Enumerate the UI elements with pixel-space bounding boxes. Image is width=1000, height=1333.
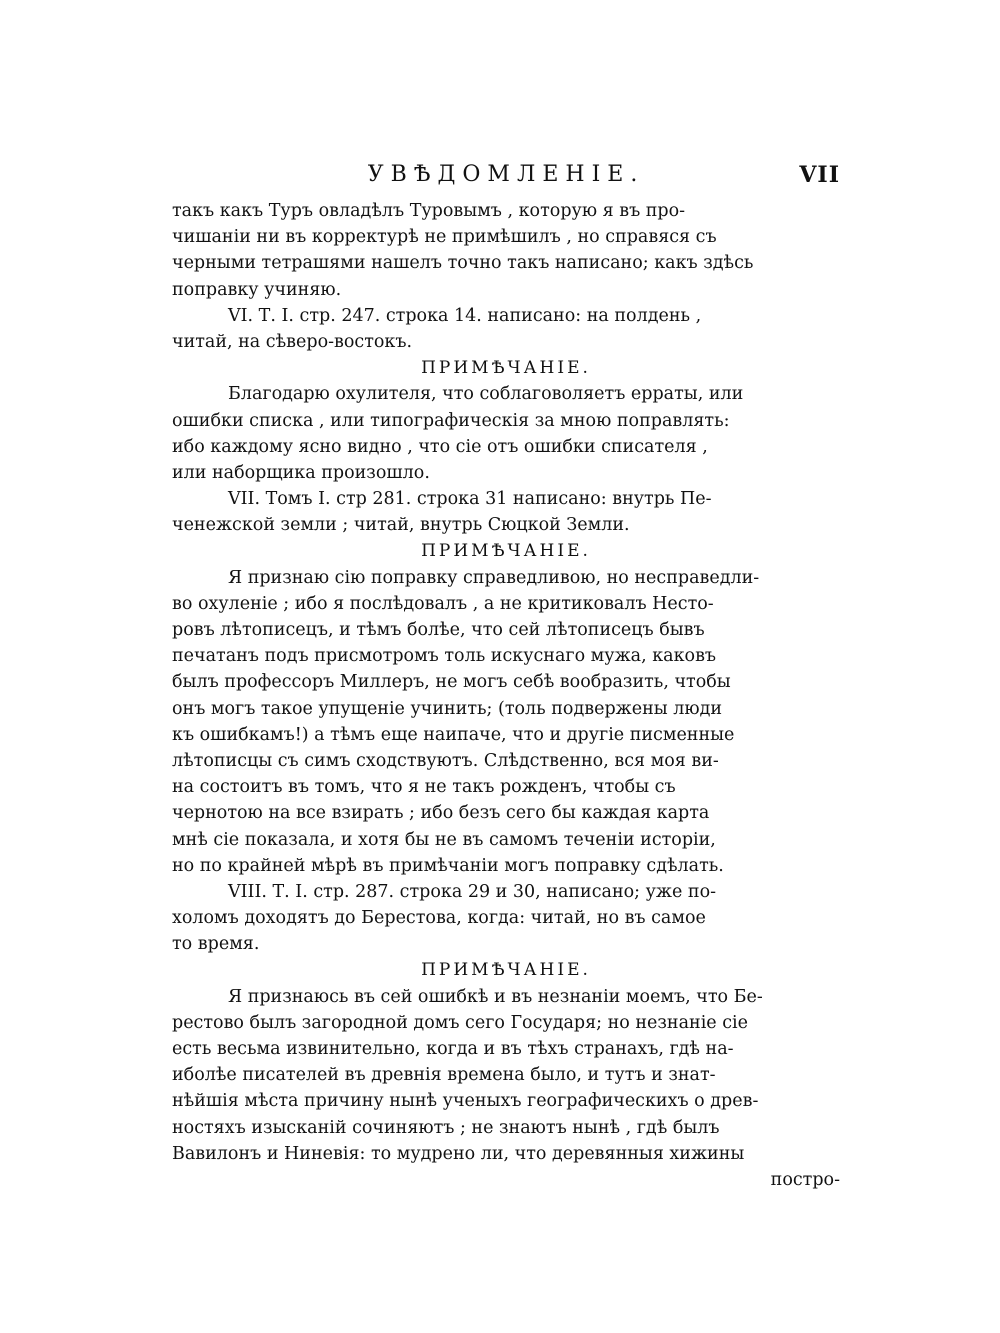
text-line: былъ профессоръ Миллеръ, не могъ себѣ вообразить, чтобы (172, 672, 731, 693)
text-line: во охуленіе ; ибо я послѣдовалъ , а не критиковалъ Несто- (172, 593, 714, 614)
text-line: ностяхъ изысканій сочиняютъ ; не знаютъ нынѣ , гдѣ былъ (172, 1117, 720, 1138)
text-line: ченежской земли ; читай, внутрь Сюцкой Земли. (172, 515, 630, 536)
note-paragraph (172, 984, 840, 1167)
text-line: поправку учиняю. (172, 279, 342, 300)
page-number: VII (799, 162, 840, 188)
text-line: то время. (172, 934, 260, 955)
section-heading: ПРИМѢЧАНІЕ. (421, 960, 591, 981)
running-head (172, 158, 840, 198)
text-line: мнѣ сіе показала, и хотя бы не въ самомъ теченіи исторіи, (172, 829, 716, 850)
text-line: иболѣе писателей въ древнія времена было, и тутъ и знат- (172, 1065, 716, 1086)
text-line: печатанъ подъ присмотромъ толь искуснаго мужа, каковъ (172, 646, 717, 667)
text-line: на состоитъ въ томъ, что я не такъ рожденъ, чтобы съ (172, 777, 676, 798)
text-line: къ ошибкамъ!) а тѣмъ еще наипаче, что и другіе писменные (172, 724, 735, 745)
body-text (172, 198, 840, 1193)
text-line: ошибки списка , или типографическія за мною поправлять: (172, 410, 730, 431)
text-line: VIII. Т. I. стр. 287. строка 29 и 30, написано; уже по- (228, 881, 717, 902)
text-line: Вавилонъ и Ниневія: то мудрено ли, что деревянныя хижины (172, 1143, 745, 1164)
text-line: чернотою на все взирать ; ибо безъ сего бы каждая карта (172, 803, 710, 824)
text-line: чишаніи ни въ корректурѣ не примѣшилъ , но справяся съ (172, 227, 717, 248)
text-line: такъ какъ Туръ овладѣлъ Туровымъ , которую я въ про- (172, 201, 686, 221)
text-line: рестово былъ загородной домъ сего Государя; но незнаніе сіе (172, 1012, 748, 1033)
text-line: Я признаюсь въ сей ошибкѣ и въ незнаніи моемъ, что Бе- (228, 986, 763, 1007)
text-line: VII. Томъ I. стр 281. строка 31 написано: внутрь Пе- (228, 489, 712, 510)
erratum-vi (172, 303, 840, 355)
note-paragraph (172, 381, 840, 486)
section-heading: ПРИМѢЧАНІЕ. (421, 541, 591, 562)
text-line: холомъ доходятъ до Берестова, когда: читай, но въ самое (172, 908, 706, 929)
text-line: черными тетрашями нашелъ точно такъ написано; какъ здѣсь (172, 253, 754, 274)
text-line: Я признаю сію поправку справедливою, но несправедли- (228, 567, 760, 588)
text-line: Благодарю охулителя, что соблаговоляетъ ерраты, или (228, 384, 744, 405)
catchword: постро- (770, 1169, 840, 1190)
book-page (172, 158, 840, 1193)
paragraph-continuation (172, 198, 840, 303)
text-line: лѣтописцы съ симъ сходствуютъ. Слѣдственно, вся моя ви- (172, 750, 719, 771)
running-title: УВѢДОМЛЕНІЕ. (367, 162, 645, 187)
text-line: но по крайней мѣрѣ въ примѣчаніи могъ поправку сдѣлать. (172, 855, 724, 876)
text-line: или наборщика произошло. (172, 462, 430, 483)
text-line: есть весьма извинительно, когда и въ тѣхъ странахъ, гдѣ на- (172, 1039, 734, 1059)
text-line: ибо каждому ясно видно , что сіе отъ ошибки списателя , (172, 436, 708, 457)
text-line: ровъ лѣтописецъ, и тѣмъ болѣе, что сей лѣтописецъ бывъ (172, 620, 705, 640)
text-line: нѣйшія мѣста причину нынѣ ученыхъ географическихъ о древ- (172, 1091, 759, 1112)
text-line: читай, на сѣверо-востокъ. (172, 331, 413, 352)
erratum-viii (172, 879, 840, 958)
erratum-vii (172, 486, 840, 538)
note-paragraph (172, 565, 840, 879)
text-line: онъ могъ такое упущеніе учинить; (толь подвержены люди (172, 698, 723, 719)
section-heading: ПРИМѢЧАНІЕ. (421, 358, 591, 379)
text-line: VI. Т. I. стр. 247. строка 14. написано: на полдень , (228, 305, 702, 326)
